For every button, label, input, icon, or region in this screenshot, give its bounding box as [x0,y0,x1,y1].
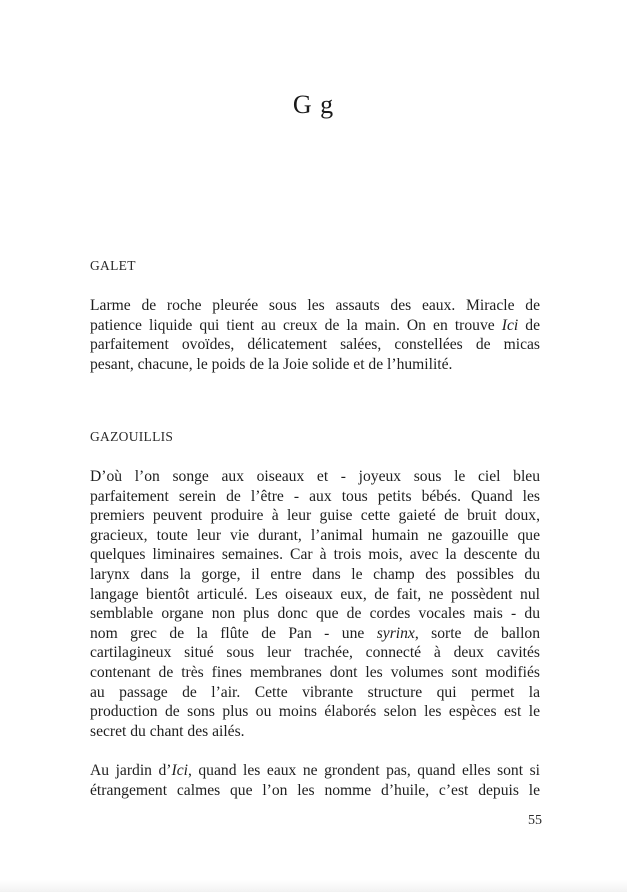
text-run: , sorte de ballon [414,624,540,642]
text-line [90,683,540,703]
text-run: contenant de très fines membranes dont les volumes sont modifiés [90,663,540,681]
text-line [90,565,540,585]
text-run: étrangement calmes que l’on les nomme d’huile, c’est depuis le [90,781,540,799]
text-run: , quand les eaux ne grondent pas, quand elles sont si [187,762,540,779]
text-run: patience liquide qui tient au creux de la main. On en trouve [90,316,502,334]
text-line [90,296,540,316]
entry-body-gazouillis-p1 [90,467,540,741]
text-run: D’où l’on songe aux oiseaux et - joyeux sous le ciel bleu [90,468,540,485]
entry-title-gazouillis: GAZOUILLIS [90,429,174,444]
text-run: premiers peuvent produire à leur guise cette gaieté de bruit doux, [90,507,540,525]
text-line [90,624,540,644]
text-line [90,761,540,781]
text-run: de [518,316,540,334]
text-run: pesant, chacune, le poids de la Joie solide et de l’humilité. [90,355,453,373]
entry-title-galet: GALET [90,258,136,273]
italic-run: Ici [501,316,519,334]
text-line [90,702,540,722]
text-line [90,722,540,742]
italic-run: Ici [171,762,188,779]
text-run: cartilagineux situé sous leur trachée, connecté à deux cavités [90,644,540,662]
text-line [90,506,540,526]
text-run: secret du chant des ailés. [90,722,245,740]
text-line [90,526,540,546]
text-line [90,335,540,355]
text-line [90,545,540,565]
text-line [90,663,540,683]
text-run: quelques liminaires semaines. Car à trois mois, avec la descente du [90,546,540,564]
page-number: 55 [528,813,542,828]
text-line [90,355,540,375]
text-run: larynx dans la gorge, il entre dans le champ des possibles du [90,565,540,583]
text-line [90,585,540,605]
entry-body-galet [90,296,540,374]
text-line [90,643,540,663]
text-run: production de sons plus ou moins élaborés selon les espèces est le [90,703,540,721]
text-run: langage bientôt articulé. Les oiseaux eux, de fait, ne possèdent nul [90,585,540,603]
page-bottom-edge [0,880,627,892]
text-line [90,604,540,624]
text-line [90,487,540,507]
text-run: au passage de l’air. Cette vibrante structure qui permet la [90,683,540,701]
text-run: gracieux, toute leur vie durant, l’animal humain ne gazouille que [90,526,540,544]
text-line [90,316,540,336]
text-line [90,781,540,801]
text-line [90,467,540,487]
text-run: nom grec de la flûte de Pan - une [90,624,377,642]
text-run: parfaitement ovoïdes, délicatement salées, constellées de micas [90,336,540,354]
italic-run: syrinx [376,624,415,642]
entry-body-gazouillis-p2 [90,761,540,800]
text-run: Au jardin d’ [90,762,172,779]
text-run: semblable organe non plus donc que de cordes vocales mais - du [90,605,540,623]
text-run: parfaitement serein de l’être - aux tous petits bébés. Quand les [90,487,540,505]
text-run: Larme de roche pleurée sous les assauts des eaux. Miracle de [90,297,540,314]
letter-heading: G g [292,90,335,119]
